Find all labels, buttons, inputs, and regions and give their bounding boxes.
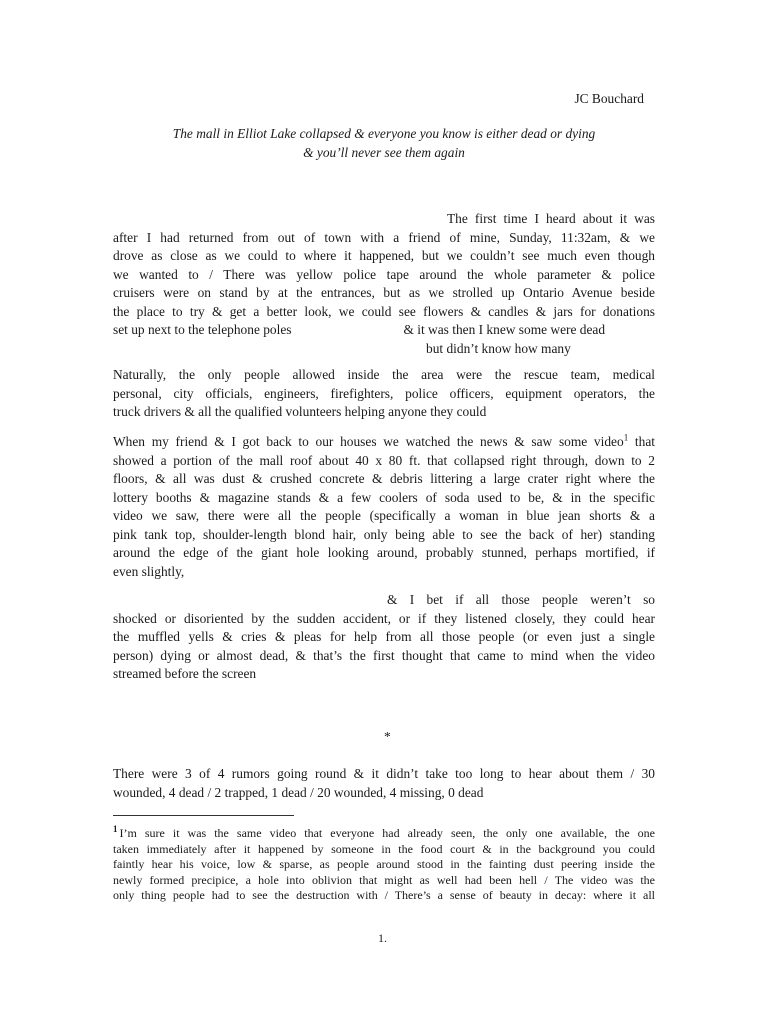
- footnote-line: only thing people had to see the destruction with / There’s a sense of beauty in decay: where it all: [113, 888, 655, 903]
- text-line: truck drivers & all the qualified volunteers helping anyone they could: [113, 404, 487, 419]
- text-fragment: & I bet if all those people weren’t so: [387, 592, 655, 607]
- footnote-line: faintly hear his voice, low & sparse, as people around stood in the fainting dust peering inside the: [113, 857, 655, 872]
- text-line: showed a portion of the mall roof about 40 x 80 ft. that collapsed right through, down to 2: [113, 452, 655, 468]
- text-line: the muffled yells & cries & pleas for help from all those people (or even just a single: [113, 629, 655, 644]
- text-line: video we saw, there were all the people (specifically a woman in blue jean shorts & a: [113, 508, 655, 523]
- section-separator: *: [384, 729, 391, 744]
- title-line: The mall in Elliot Lake collapsed & everyone you know is either dead or dying: [172, 126, 596, 141]
- footnote-line: taken immediately after it happened by someone in the food court & in the background you could: [113, 841, 655, 856]
- text-line: drove as close as we could to where it happened, but we couldn’t see much even though: [113, 248, 655, 263]
- text-line: even slightly,: [113, 563, 185, 579]
- text-line: streamed before the screen: [113, 666, 257, 681]
- text-line: we wanted to / There was yellow police tape around the whole parameter & police: [113, 266, 655, 282]
- text-fragment: & it was then I knew some were dead: [403, 322, 606, 337]
- text-line: personal, city officials, engineers, firefighters, police officers, equipment operators, the: [113, 385, 655, 401]
- text-line: around the edge of the giant hole looking around, probably stunned, perhaps mortified, if: [113, 545, 655, 560]
- text-line: [113, 321, 655, 340]
- text-line: Naturally, the only people allowed inside the area were the rescue team, medical: [113, 367, 655, 382]
- text-line: wounded, 4 dead / 2 trapped, 1 dead / 20 wounded, 4 missing, 0 dead: [113, 784, 484, 800]
- paragraph-3: [113, 433, 655, 581]
- text-fragment: I’m sure it was the same video that everyone had already seen, the only one available, the one: [119, 826, 655, 840]
- text-line: after I had returned from out of town with a friend of mine, Sunday, 11:32am, & we: [113, 229, 655, 245]
- footnote-line: newly formed precipice, a hole into oblivion that might as well had been hell / The video was the: [113, 872, 655, 887]
- text-fragment: set up next to the telephone poles: [113, 322, 292, 337]
- text-line: person) dying or almost dead, & that’s the first thought that came to mind when the video: [113, 647, 655, 663]
- text-line: lottery booths & magazine stands & a few coolers of soda used to be, & in the specific: [113, 489, 655, 505]
- text-line: There were 3 of 4 rumors going round & it didn’t take too long to hear about them / 30: [113, 766, 655, 781]
- text-fragment: When my friend & I got back to our houses we watched the news & saw some video: [113, 434, 624, 449]
- document-title: [113, 124, 655, 162]
- text-line: [113, 591, 655, 610]
- text-line: the place to try & get a better look, we could see flowers & candles & jars for donations: [113, 303, 655, 319]
- paragraph-1: [113, 210, 655, 358]
- paragraph-5: [113, 765, 655, 802]
- footnote-mark: 1: [113, 824, 118, 834]
- text-line: shocked or disoriented by the sudden accident, or if they listened closely, they could hear: [113, 610, 655, 626]
- text-line: cruisers were on stand by at the entrances, but as we strolled up Ontario Avenue beside: [113, 285, 655, 300]
- footnote-divider: [113, 815, 294, 816]
- text-line: floors, & all was dust & crushed concrete & debris littering a large crater right where the: [113, 471, 655, 486]
- footnote: [113, 822, 655, 904]
- text-line: The first time I heard about it was: [447, 211, 655, 226]
- text-line: [113, 433, 655, 452]
- text-line: pink tank top, shoulder-length blond hair, only being able to see the back of her) standing: [113, 526, 655, 542]
- page-number: 1.: [378, 931, 387, 945]
- paragraph-2: [113, 366, 655, 422]
- text-line: but didn’t know how many: [426, 340, 571, 356]
- title-line: & you’ll never see them again: [303, 145, 465, 160]
- author-name: JC Bouchard: [574, 91, 644, 106]
- text-fragment: that: [628, 434, 655, 449]
- footnote-line: [113, 822, 655, 842]
- footnote-reference[interactable]: 1: [623, 432, 629, 443]
- paragraph-4: [113, 591, 655, 684]
